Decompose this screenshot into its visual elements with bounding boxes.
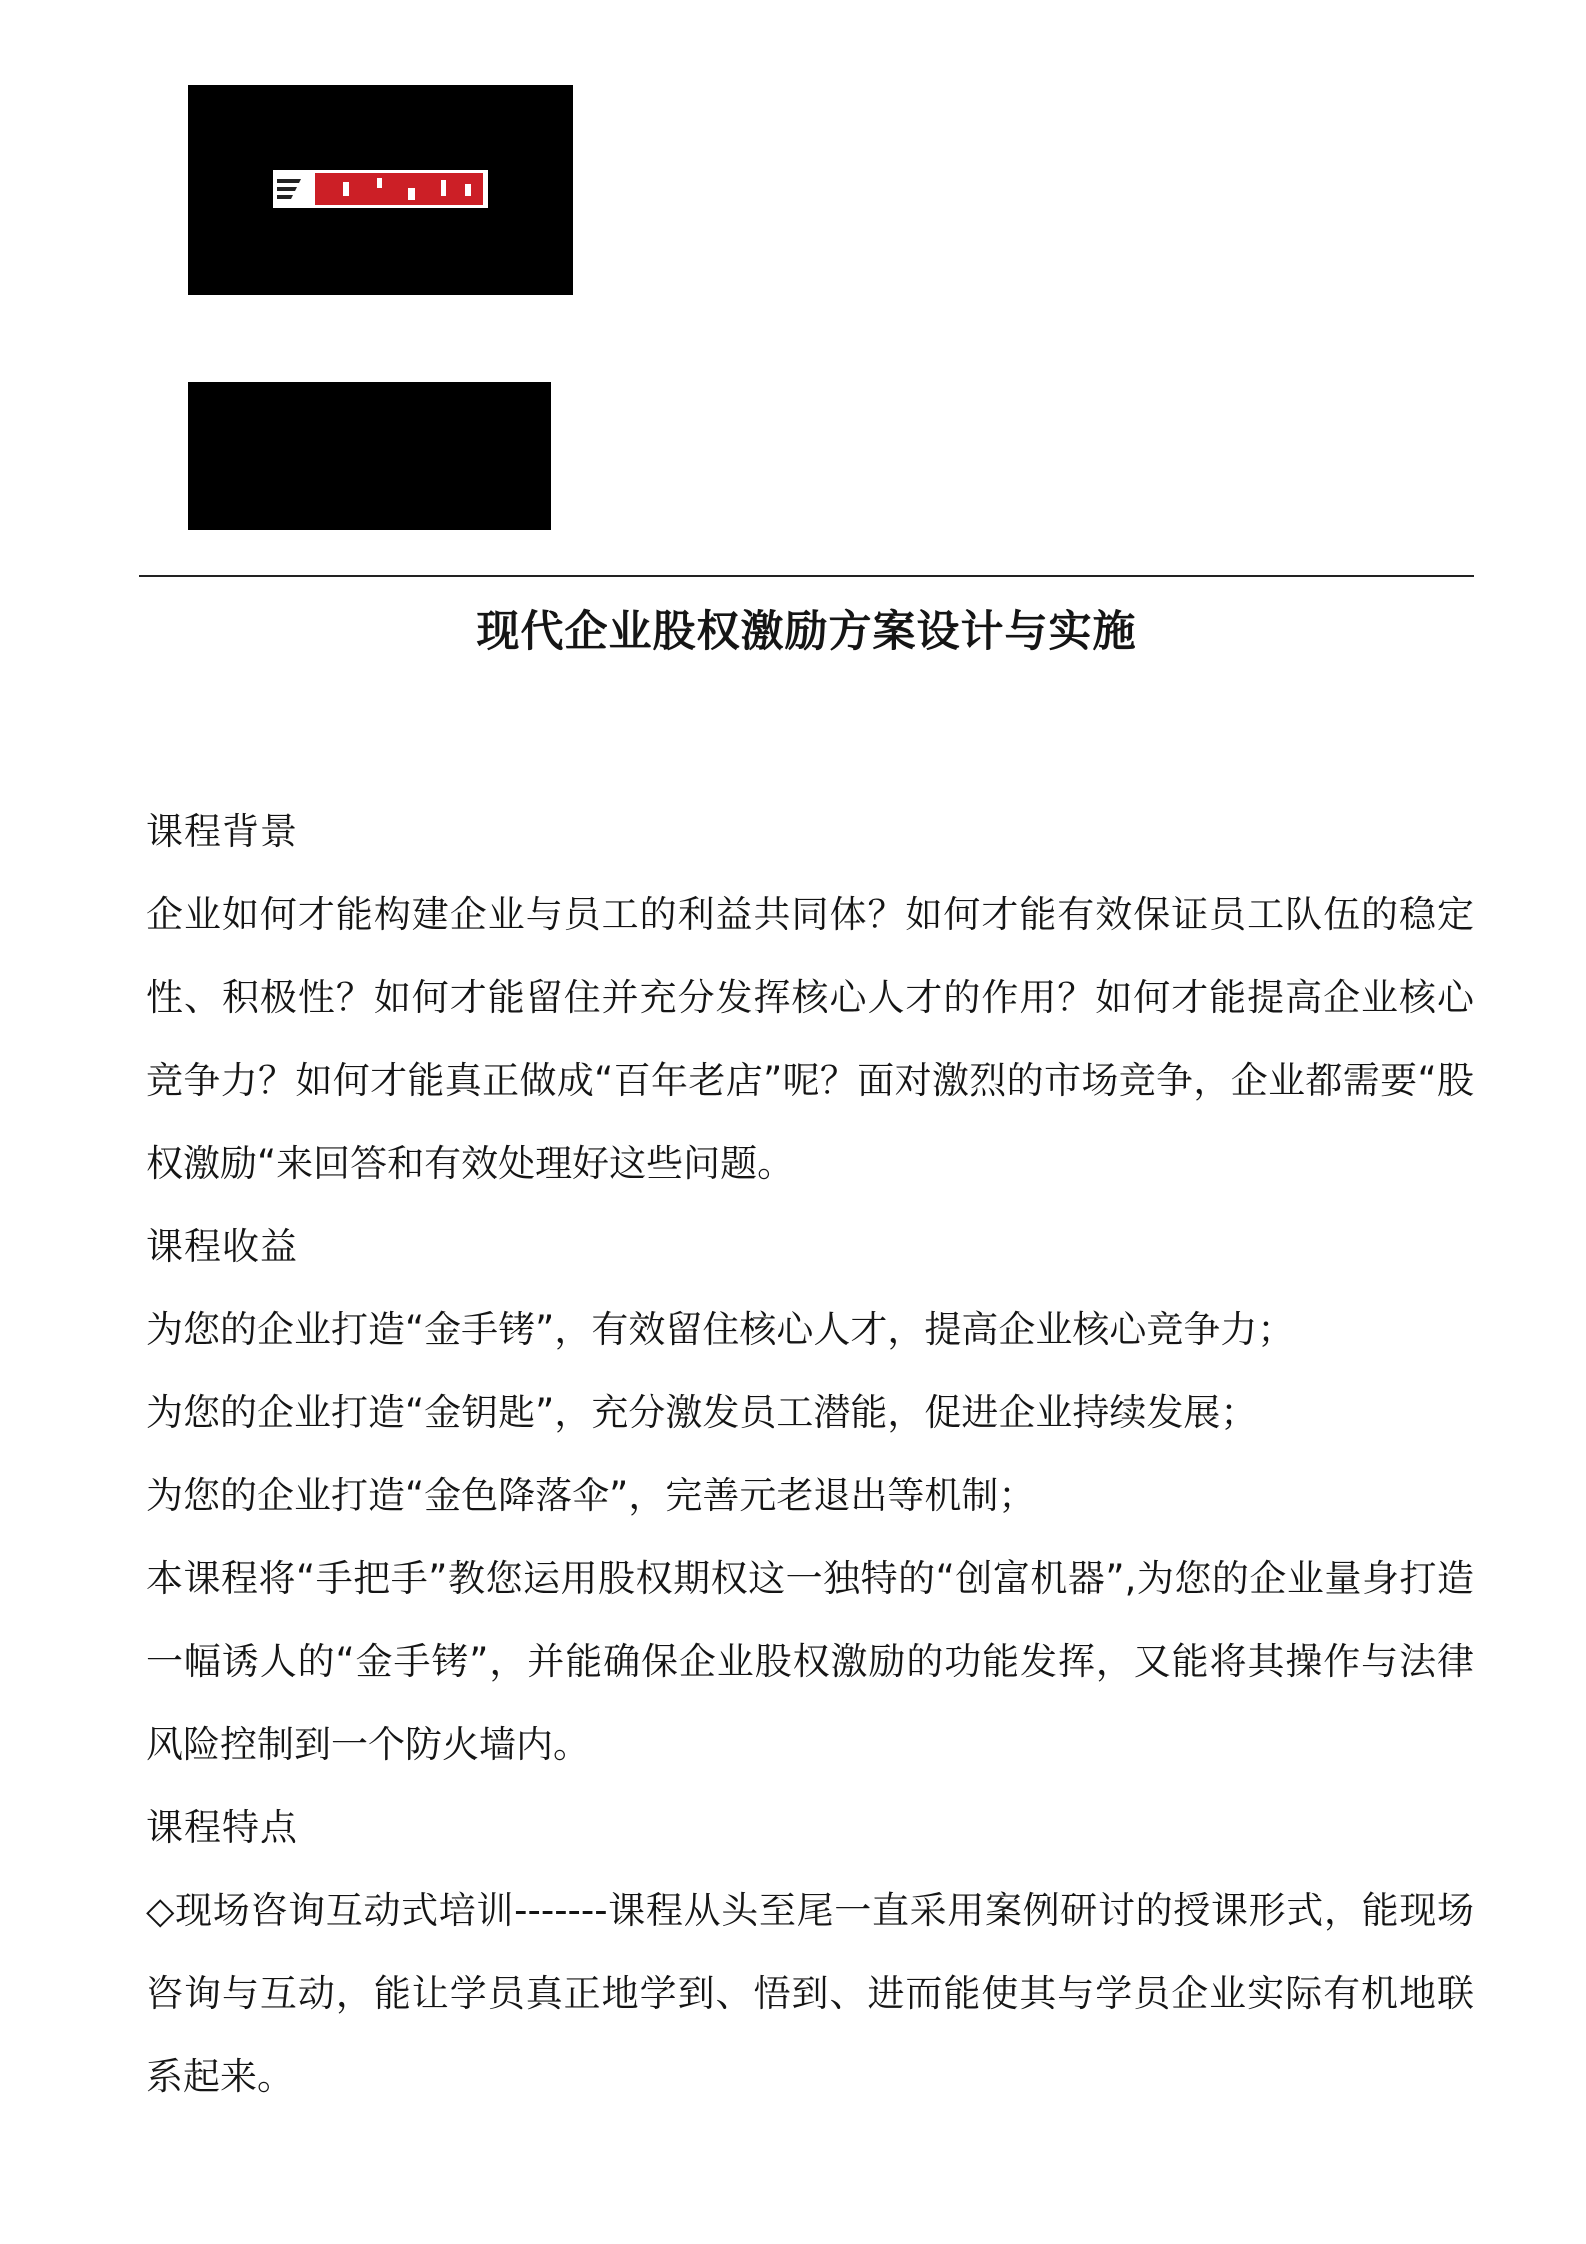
body-paragraph: 企业如何才能构建企业与员工的利益共同体？如何才能有效保证员工队伍的稳定性、积极性？如何才能留住并充分发挥核心人才的作用？如何才能提高企业核心竞争力？如何才能真正做成“百年老店”呢？面对激烈的市场竞争，企业都需要“股权激励“来回答和有效处理好这些问题。 xyxy=(146,893,1474,1185)
company-logo xyxy=(188,85,573,295)
header-divider xyxy=(139,575,1474,577)
logo-wordmark-gap xyxy=(377,178,382,188)
logo-wordmark-gap xyxy=(441,180,446,196)
section-course-features xyxy=(146,1786,1474,2118)
section-heading: 课程背景 xyxy=(146,810,298,853)
document-body xyxy=(146,790,1474,2118)
logo-wordmark xyxy=(315,173,483,205)
benefit-item: 为您的企业打造“金钥匙”，充分激发员工潜能，促进企业持续发展； xyxy=(146,1391,1258,1434)
benefit-item: 为您的企业打造“金色降落伞”，完善元老退出等机制； xyxy=(146,1474,1036,1517)
logo-emblem-icon xyxy=(275,174,305,204)
logo-wordmark-gap xyxy=(343,182,349,196)
section-course-benefits xyxy=(146,1205,1474,1786)
benefit-item: 为您的企业打造“金手铐”，有效留住核心人才，提高企业核心竞争力； xyxy=(146,1308,1295,1351)
logo-wordmark-gap xyxy=(465,184,471,196)
document-title: 现代企业股权激励方案设计与实施 xyxy=(476,607,1137,657)
section-heading: 课程收益 xyxy=(146,1225,298,1268)
section-course-background xyxy=(146,790,1474,1205)
redacted-block xyxy=(188,382,551,530)
logo-wordmark-gap xyxy=(408,188,415,200)
section-heading: 课程特点 xyxy=(146,1806,298,1849)
body-paragraph: 本课程将“手把手”教您运用股权期权这一独特的“创富机器”,为您的企业量身打造一幅诱人的“金手铐”，并能确保企业股权激励的功能发挥，又能将其操作与法律风险控制到一个防火墙内。 xyxy=(146,1557,1474,1766)
logo-banner xyxy=(273,170,488,208)
feature-item: ◇现场咨询互动式培训-------课程从头至尾一直采用案例研讨的授课形式，能现场咨询与互动，能让学员真正地学到、悟到、进而能使其与学员企业实际有机地联系起来。 xyxy=(146,1889,1474,2098)
